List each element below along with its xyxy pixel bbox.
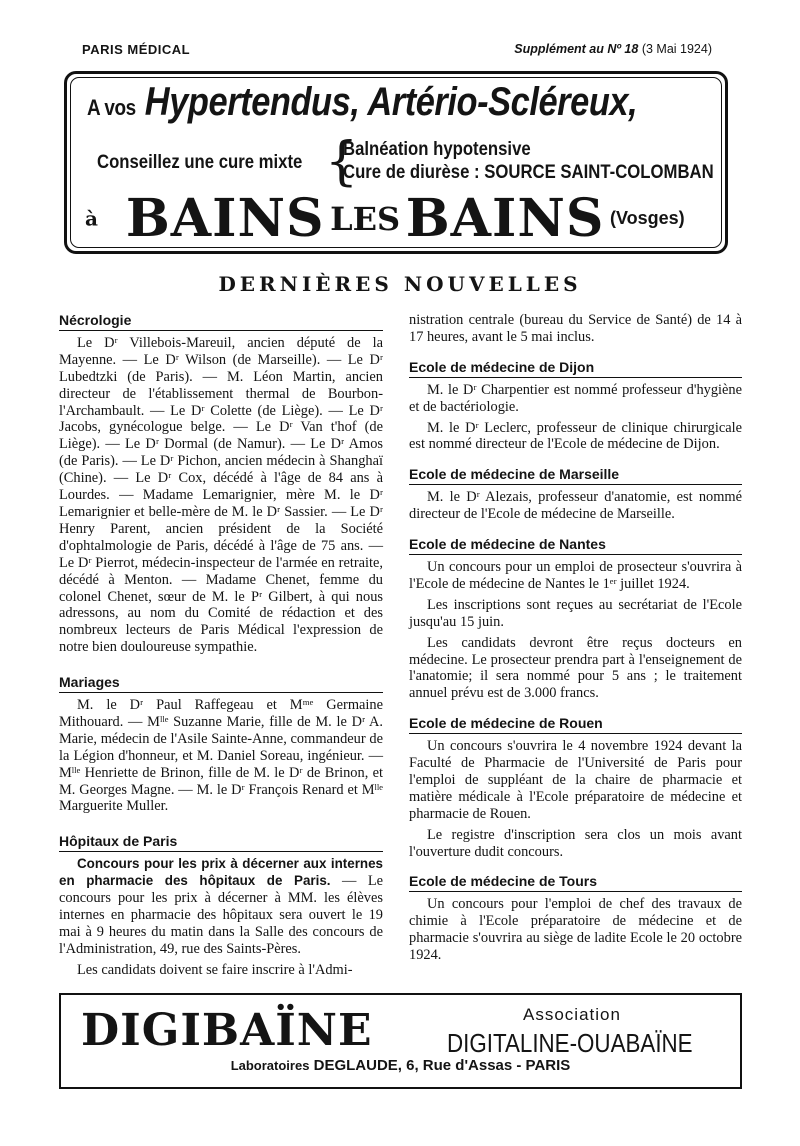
ad-advise: Conseillez une cure mixte (97, 152, 303, 173)
ad-items (343, 138, 714, 184)
lab-address: DEGLAUDE, 6, Rue d'Assas - PARIS (313, 1057, 571, 1074)
heading-nantes: Ecole de médecine de Nantes (409, 536, 742, 555)
heading-marseille: Ecole de médecine de Marseille (409, 466, 742, 485)
ad-laboratory (61, 1057, 740, 1074)
issue-info (514, 42, 712, 56)
necrologie-text: Le Dʳ Villebois-Mareuil, ancien député de la Mayenne. — Le Dʳ Wilson (de Marseille). — Le Dʳ Lubedtzki (de Paris). — M. Léon Martin, ancien directeur de l'établissement thermal de Bourbon-l'Archambault. — Le Dʳ Colette (de Liège). — Le Dʳ Jacobs, gynécologue belge. — Le Dʳ Van t'hof (de Liège). — Le Dʳ Dormal (de Namur). — Le Dʳ Amos (de Paris). — Le Dʳ Pichon, ancien médecin à Shanghaï (Chine). — Le Dʳ Cox, décédé à l'âge de 84 ans à Lourdes. — Madame Lemarignier, mère M. le Dʳ Lemarignier et belle-mère de M. le Dʳ Sassier. — Le Dʳ Henry Parent, ancien président de la Société d'ophtalmologie de Paris, décédé à l'âge de 75 ans. — Le Dʳ Pierrot, médecin-inspecteur de l'armée en retraite, décédé à Menton. — Madame Chenet, femme du colonel Chenet, sœur de M. le Pʳ Gilbert, à qui nous adressons, au nom du Comité de rédaction et des nombreux lecteurs de Paris Médical l'expression de notre bien douloureuse sympathie. (59, 334, 383, 656)
nantes-p2: Les inscriptions sont reçues au secrétariat de l'Ecole jusqu'au 15 juin. (409, 596, 742, 630)
issue-date: (3 Mai 1924) (641, 42, 712, 56)
hopitaux-body: — Le concours pour les prix à décerner à MM. les élèves internes en pharmacie des hôpitaux sera ouvert le 19 mai à 9 heures du matin dans la Salle des concours de l'Administration, 49, rue des Saints-Pères. (59, 873, 383, 957)
heading-tours: Ecole de médecine de Tours (409, 873, 742, 892)
rouen-p2: Le registre d'inscription sera clos un mois avant l'ouverture dudit concours. (409, 826, 742, 860)
ad-item: Cure de diurèse : SOURCE SAINT-COLOMBAN (343, 162, 714, 183)
heading-hopitaux: Hôpitaux de Paris (59, 833, 383, 852)
journal-title: PARIS MÉDICAL (82, 42, 191, 57)
ad-assoc-name: DIGITALINE-OUABAÏNE (447, 1028, 693, 1058)
lab-lead: Laboratoires (230, 1058, 310, 1073)
ad-headline-text: Hypertendus, Artério-Scléreux, (144, 80, 638, 124)
location-prefix: à (85, 206, 98, 231)
heading-necrologie: Nécrologie (59, 312, 383, 331)
ad-headline-prefix: A vos (87, 95, 136, 120)
advertisement-bains-les-bains (64, 71, 728, 254)
location-word-1: BAINS (125, 188, 325, 249)
issue-supplement: Supplément au Nº 18 (514, 42, 639, 56)
left-column (59, 312, 383, 983)
nantes-p3: Les candidats devront être reçus docteurs en médecine. Le prosecteur prendra part à l'enseignement de l'anatomie; il sera nommé pour 5 ans ; le traitement annuel prévu est de 3.000 francs. (409, 634, 742, 702)
location-word-2: BAINS (405, 188, 605, 249)
hopitaux-bold-text: Concours pour les prix à décerner aux internes en pharmacie des hôpitaux de Paris. (59, 856, 383, 889)
hopitaux-text-2: Les candidats doivent se faire inscrire à l'Admi- (77, 961, 353, 978)
marseille-p1: M. le Dʳ Alezais, professeur d'anatomie, est nommé directeur de l'Ecole de médecine de Marseille. (409, 489, 742, 523)
mariages-text: M. le Dʳ Paul Raffegeau et Mᵐᵉ Germaine Mithouard. — Mˡˡᵉ Suzanne Marie, fille de M. le Dʳ A. Marie, médecin de l'Asile Sainte-Anne, commandeur de la Légion d'honneur, et M. Daniel Soreau, ingénieur. — Mˡˡᵉ Henriette de Brinon, fille de M. le Dʳ de Brinon, et M. Georges Magne. — M. le Dʳ François Renard et Mˡˡᵉ Marguerite Muller. (59, 697, 383, 815)
ad-location (85, 188, 685, 249)
heading-dijon: Ecole de médecine de Dijon (409, 359, 742, 378)
ad-assoc-label: Association (523, 1005, 621, 1024)
location-les: LES (330, 199, 401, 238)
dijon-p1: M. le Dʳ Charpentier est nommé professeur d'hygiène et de bactériologie. (409, 381, 742, 415)
brace-icon: { (325, 132, 359, 192)
running-head (82, 42, 712, 60)
rouen-p1: Un concours s'ouvrira le 4 novembre 1924 devant la Faculté de Pharmacie de l'Université de Paris pour l'emploi de suppléant de la chaire de pharmacie et matière médicale à l'Ecole préparatoire de médecine et pharmacie de Rouen. (409, 738, 742, 822)
location-region: (Vosges) (610, 208, 685, 228)
section-title: DERNIÈRES NOUVELLES (218, 272, 582, 296)
continuation-text: nistration centrale (bureau du Service de Santé) de 14 à 17 heures, avant le 5 mai inclus. (409, 312, 742, 345)
ad-brand: DIGIBAÏNE (81, 1005, 373, 1056)
heading-mariages: Mariages (59, 674, 383, 693)
advertisement-digibaine (59, 993, 742, 1089)
nantes-p1: Un concours pour un emploi de prosecteur s'ouvrira à l'Ecole de médecine de Nantes le 1ᵉʳ juillet 1924. (409, 558, 742, 592)
tours-p1: Un concours pour l'emploi de chef des travaux de chimie à l'Ecole préparatoire de médecine et de pharmacie s'ouvrira au siège de ladite Ecole le 20 octobre 1924. (409, 896, 742, 964)
ad-item: Balnéation hypotensive (343, 139, 531, 160)
ad-headline (87, 80, 637, 125)
right-column (409, 312, 742, 968)
dijon-p2: M. le Dʳ Leclerc, professeur de clinique chirurgicale est nommé directeur de l'Ecole de médecine de Dijon. (409, 419, 742, 453)
heading-rouen: Ecole de médecine de Rouen (409, 715, 742, 734)
hopitaux-text (59, 856, 383, 957)
